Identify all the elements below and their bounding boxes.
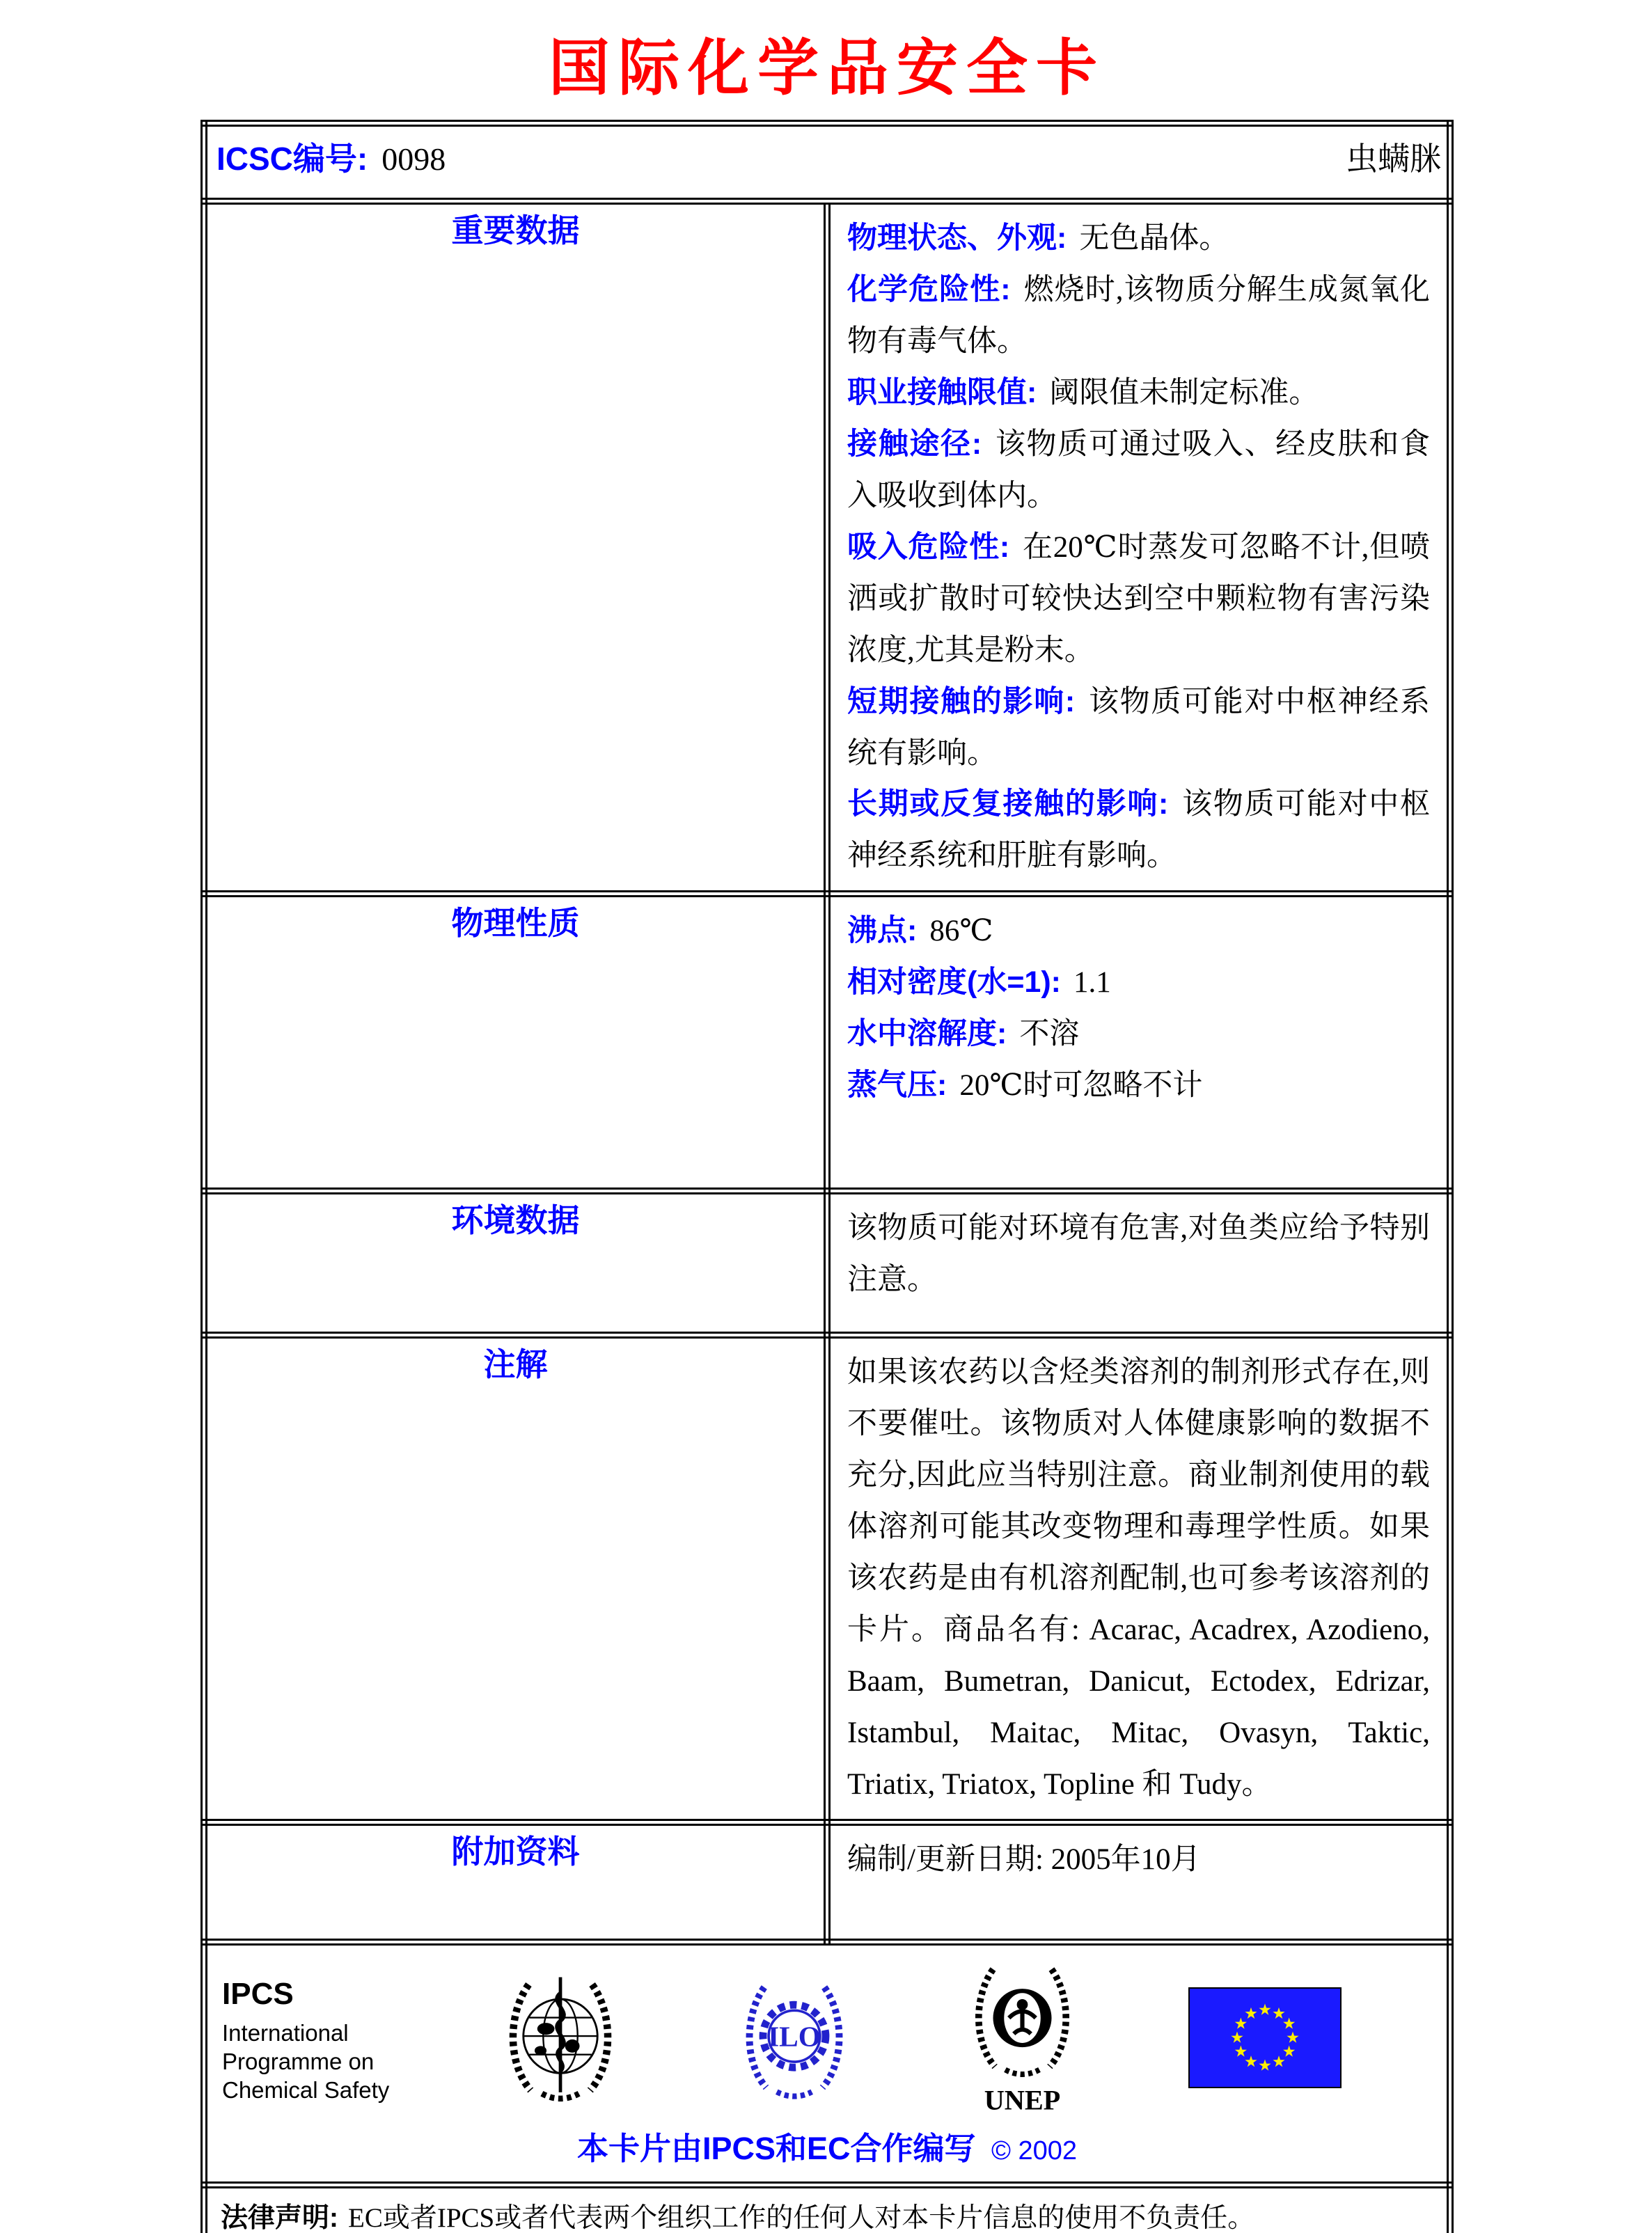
- environmental-data-text: 该物质可能对环境有危害,对鱼类应给予特别注意。: [847, 1212, 1430, 1297]
- notes-row: [204, 1335, 1450, 1822]
- additional-info-text: 编制/更新日期: 2005年10月: [847, 1843, 1201, 1876]
- ipcs-line: International: [222, 2019, 349, 2046]
- legal-text: EC或者IPCS或者代表两个组织工作的任何人对本卡片信息的使用不负责任。: [348, 2203, 1255, 2233]
- unep-logo-icon: [961, 1956, 1083, 2123]
- physical-property-item: [847, 1009, 1430, 1060]
- icsc-number-group: [217, 139, 446, 180]
- field-label: 相对密度(水=1):: [847, 965, 1061, 1000]
- field-label: 物理状态、外观:: [847, 221, 1067, 255]
- field-label: 职业接触限值:: [847, 375, 1037, 409]
- physical-properties-row: [204, 894, 1450, 1191]
- credit-text: 本卡片由IPCS和EC合作编写: [576, 2130, 976, 2166]
- field-value: 该物质可能对中枢神经系统有影响。: [847, 685, 1430, 770]
- field-value: 无色晶体。: [1079, 222, 1229, 255]
- field-label: 水中溶解度:: [847, 1017, 1007, 1051]
- field-label: 沸点:: [847, 914, 918, 948]
- logos-row: [204, 1942, 1450, 2185]
- legal-row: [204, 2185, 1450, 2233]
- field-label: 化学危险性:: [847, 272, 1011, 306]
- ilo-logo-text: ILO: [767, 2021, 821, 2053]
- credit-line: [208, 2123, 1446, 2181]
- unep-logo-text: UNEP: [984, 2084, 1061, 2116]
- field-value: 燃烧时,该物质分解生成氮氧化物有毒气体。: [847, 273, 1430, 358]
- field-value: 该物质可能对中枢神经系统和肝脏有影响。: [847, 788, 1430, 873]
- physical-property-item: [847, 957, 1430, 1009]
- page-title: 国际化学品安全卡: [548, 35, 1106, 103]
- eu-flag-icon: [1188, 1987, 1342, 2092]
- field-value: 在20℃时蒸发可忽略不计,但喷洒或扩散时可较快达到空中颗粒物有害污染浓度,尤其是粉末。: [847, 530, 1430, 667]
- field-value: 1.1: [1073, 966, 1111, 1000]
- physical-property-item: [847, 1060, 1430, 1112]
- additional-info-row: [204, 1822, 1450, 1942]
- field-label: 长期或反复接触的影响:: [847, 787, 1169, 821]
- section-label-physical-properties: 物理性质: [204, 894, 827, 1191]
- who-logo-icon: [494, 1968, 627, 2110]
- important-data-item: [847, 265, 1430, 368]
- field-value: 不溶: [1019, 1018, 1080, 1051]
- field-label: 短期接触的影响:: [847, 684, 1076, 718]
- important-data-item: [847, 677, 1430, 780]
- physical-property-item: [847, 906, 1430, 957]
- copyright-text: © 2002: [991, 2136, 1078, 2165]
- important-data-row: [204, 201, 1450, 894]
- header-row: [204, 123, 1450, 201]
- important-data-item: [847, 419, 1430, 522]
- ipcs-line: Programme on: [222, 2048, 375, 2074]
- icsc-card-table: [200, 120, 1454, 2233]
- section-label-additional-info: 附加资料: [204, 1822, 827, 1942]
- icsc-number-label: ICSC编号:: [217, 141, 368, 177]
- legal-label: 法律声明:: [221, 2203, 338, 2233]
- important-data-item: [847, 213, 1430, 265]
- ilo-logo-icon: [732, 1968, 857, 2110]
- ipcs-acronym: IPCS: [222, 1976, 294, 2011]
- section-label-notes: 注解: [204, 1335, 827, 1822]
- field-value: 20℃时可忽略不计: [959, 1069, 1203, 1103]
- field-label: 吸入危险性:: [847, 530, 1010, 564]
- field-label: 接触途径:: [847, 427, 982, 461]
- field-value: 阈限值未制定标准。: [1049, 376, 1319, 409]
- important-data-item: [847, 368, 1430, 419]
- icsc-number-value: 0098: [381, 141, 446, 177]
- ipcs-text-block: [222, 1975, 389, 2105]
- notes-text: 如果该农药以含烃类溶剂的制剂形式存在,则不要催吐。该物质对人体健康影响的数据不充分,因此应当特别注意。商业制剂使用的载体溶剂可能其改变物理和毒理学性质。如果该农药是由有机溶剂配制,也可参考该溶剂的卡片。商品名有: Acarac, Acadrex, Azodieno, Baam, Bumetran, Danicut, Ectodex, Edrizar, Istambul, Maitac, Mitac, Ovasyn, Taktic, Triatix, Triatox, Topline 和 Tudy。: [847, 1356, 1430, 1801]
- field-value: 该物质可通过吸入、经皮肤和食入吸收到体内。: [847, 427, 1430, 512]
- important-data-item: [847, 779, 1430, 882]
- environmental-data-row: [204, 1191, 1450, 1335]
- field-value: 86℃: [929, 915, 993, 948]
- chemical-name: 虫螨脒: [1346, 141, 1442, 177]
- field-label: 蒸气压:: [847, 1068, 947, 1103]
- section-label-important-data: 重要数据: [204, 201, 827, 894]
- important-data-item: [847, 522, 1430, 677]
- ipcs-line: Chemical Safety: [222, 2077, 390, 2104]
- section-label-environmental-data: 环境数据: [204, 1191, 827, 1335]
